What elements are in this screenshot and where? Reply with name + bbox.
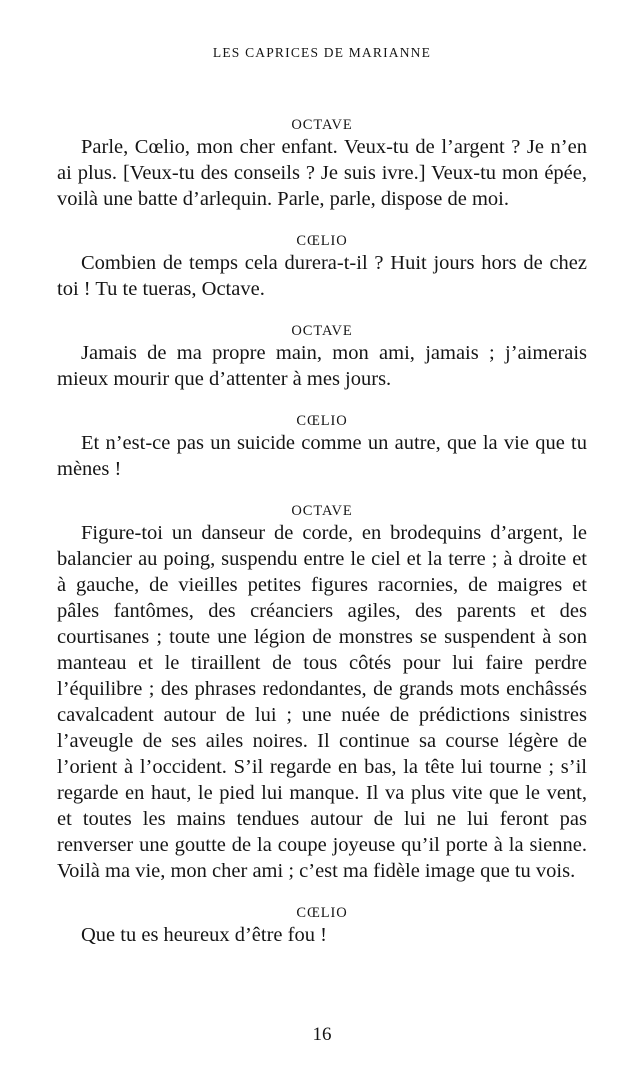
dialogue-block [57,412,587,482]
page-number: 16 [312,1024,332,1045]
book-page [57,0,587,1080]
dialogue-block [57,502,587,884]
speech-text: Parle, Cœlio, mon cher enfant. Veux-tu de l’argent ? Je n’en ai plus. [Veux-tu des conseils ? Je suis ivre.] Veux-tu mon épée, voilà une batte d’arlequin. Parle, parle, dispose de moi. [57,136,587,210]
speaker-name: OCTAVE [291,323,353,339]
dialogue-block [57,116,587,212]
speech-text: Que tu es heureux d’être fou ! [81,924,327,946]
speech-text: Jamais de ma propre main, mon ami, jamais ; j’aimerais mieux mourir que d’attenter à mes jours. [57,342,587,390]
dialogue-block [57,904,587,948]
speech-text: Figure-toi un danseur de corde, en brodequins d’argent, le balancier au poing, suspendu entre le ciel et la terre ; à droite et à gauche, de vieilles petites figures racornies, de maigres et pâles fantômes, des créanciers agiles, des parents et des courtisanes ; toute une légion de monstres se suspendent à son manteau et le tiraillent de tous côtés pour lui faire perdre l’équilibre ; des phrases redondantes, de grands mots enchâssés cavalcadent autour de lui ; une nuée de prédictions sinistres l’aveugle de ses ailes noires. Il continue sa course légère de l’orient à l’occident. S’il regarde en bas, la tête lui tourne ; s’il regarde en haut, le pied lui manque. Il va plus vite que le vent, et toutes les mains tendues autour de lui ne lui feront pas renverser une goutte de la coupe joyeuse qu’il porte à la sienne. Voilà ma vie, mon cher ami ; c’est ma fidèle image que tu vois. [57,522,587,882]
speaker-name: OCTAVE [291,117,353,133]
speech-text: Combien de temps cela durera-t-il ? Huit jours hors de chez toi ! Tu te tueras, Octave. [57,252,587,300]
speech-text: Et n’est-ce pas un suicide comme un autre, que la vie que tu mènes ! [57,432,587,480]
speaker-name: OCTAVE [291,503,353,519]
running-title: LES CAPRICES DE MARIANNE [212,45,432,60]
dialogue [57,116,587,968]
dialogue-block [57,322,587,392]
speaker-name: CŒLIO [296,413,348,429]
speaker-name: CŒLIO [296,233,348,249]
speaker-name: CŒLIO [296,905,348,921]
dialogue-block [57,232,587,302]
